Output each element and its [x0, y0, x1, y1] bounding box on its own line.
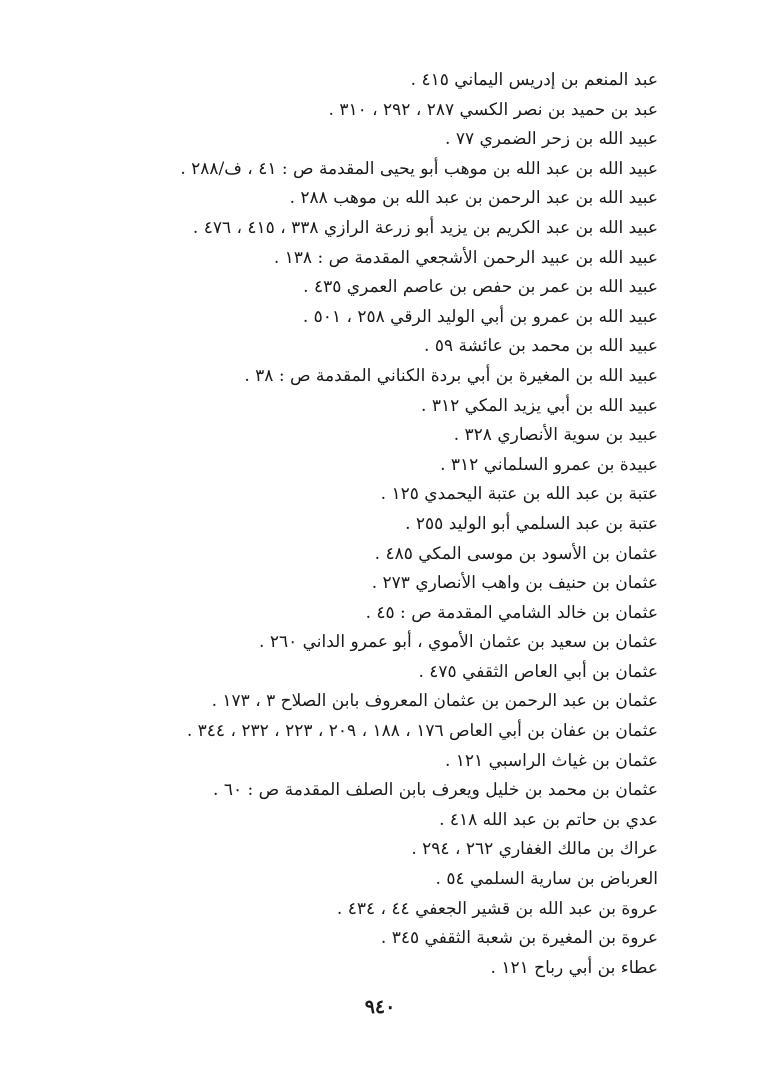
index-entry: عبيد الله بن عبد الله بن موهب أبو يحيى المقدمة ص : ٤١ ، ف/٢٨٨ .	[180, 158, 658, 179]
index-entry: عثمان بن حنيف بن واهب الأنصاري ٢٧٣ .	[371, 573, 658, 594]
index-entry: عثمان بن غياث الراسبي ١٢١ .	[444, 750, 658, 771]
index-entry: عبد المنعم بن إدريس اليماني ٤١٥ .	[410, 70, 658, 90]
index-entry: عبيد الله بن أبي يزيد المكي ٣١٢ .	[421, 395, 658, 416]
index-entry: عثمان بن عفان بن أبي العاص ١٧٦ ، ١٨٨ ، ٢٠٩ ، ٢٢٣ ، ٢٣٢ ، ٣٤٤ .	[186, 721, 658, 742]
page-number: ٩٤٠	[364, 996, 396, 1018]
index-entry: العرباض بن سارية السلمي ٥٤ .	[435, 869, 658, 890]
index-entry: عدي بن حاتم بن عبد الله ٤١٨ .	[439, 809, 658, 830]
index-entry: عتبة بن عبد السلمي أبو الوليد ٢٥٥ .	[405, 513, 658, 534]
index-entry: عثمان بن الأسود بن موسى المكي ٤٨٥ .	[374, 543, 658, 564]
index-entry: عبيدة بن عمرو السلماني ٣١٢ .	[440, 454, 658, 475]
index-entry: عبيد الله بن محمد بن عائشة ٥٩ .	[424, 336, 658, 357]
index-entry-list	[18, 66, 658, 983]
index-entry: عثمان بن خالد الشامي المقدمة ص : ٤٥ .	[365, 602, 658, 623]
index-entry: عبيد الله بن عمرو بن أبي الوليد الرقي ٢٥٨ ، ٥٠١ .	[302, 306, 658, 327]
index-entry: عثمان بن محمد بن خليل ويعرف بابن الصلف المقدمة ص : ٦٠ .	[213, 780, 658, 801]
index-entry: عثمان بن عبد الرحمن بن عثمان المعروف بابن الصلاح ٣ ، ١٧٣ .	[211, 691, 658, 712]
index-entry: عروة بن المغيرة بن شعبة الثقفي ٣٤٥ .	[380, 928, 658, 949]
index-entry: عثمان بن سعيد بن عثمان الأموي ، أبو عمرو الداني ٢٦٠ .	[259, 632, 658, 653]
index-entry: عثمان بن أبي العاص الثقفي ٤٧٥ .	[418, 661, 658, 682]
index-entry: عطاء بن أبي رباح ١٢١ .	[490, 957, 658, 978]
index-entry: عبيد الله بن زحر الضمري ٧٧ .	[445, 129, 658, 150]
index-entry: عروة بن عبد الله بن قشير الجعفي ٤٤ ، ٤٣٤ .	[336, 898, 658, 919]
index-entry: عبيد الله بن عبد الكريم بن يزيد أبو زرعة الرازي ٣٣٨ ، ٤١٥ ، ٤٧٦ .	[192, 217, 658, 238]
index-entry: عبيد الله بن عبد الرحمن بن عبد الله بن موهب ٢٨٨ .	[289, 188, 658, 209]
index-entry: عبيد الله بن عبيد الرحمن الأشجعي المقدمة ص : ١٣٨ .	[273, 247, 658, 268]
index-entry: عبيد الله بن المغيرة بن أبي بردة الكناني المقدمة ص : ٣٨ .	[244, 365, 658, 386]
index-entry: عتبة بن عبد الله بن عتبة اليحمدي ١٢٥ .	[380, 484, 658, 505]
index-entry: عبيد بن سوية الأنصاري ٣٢٨ .	[453, 425, 658, 446]
index-entry: عبد بن حميد بن نصر الكسي ٢٨٧ ، ٢٩٢ ، ٣١٠ .	[328, 99, 658, 120]
index-entry: عراك بن مالك الغفاري ٢٦٢ ، ٢٩٤ .	[411, 839, 658, 860]
index-entry: عبيد الله بن عمر بن حفص بن عاصم العمري ٤٣٥ .	[303, 277, 658, 298]
